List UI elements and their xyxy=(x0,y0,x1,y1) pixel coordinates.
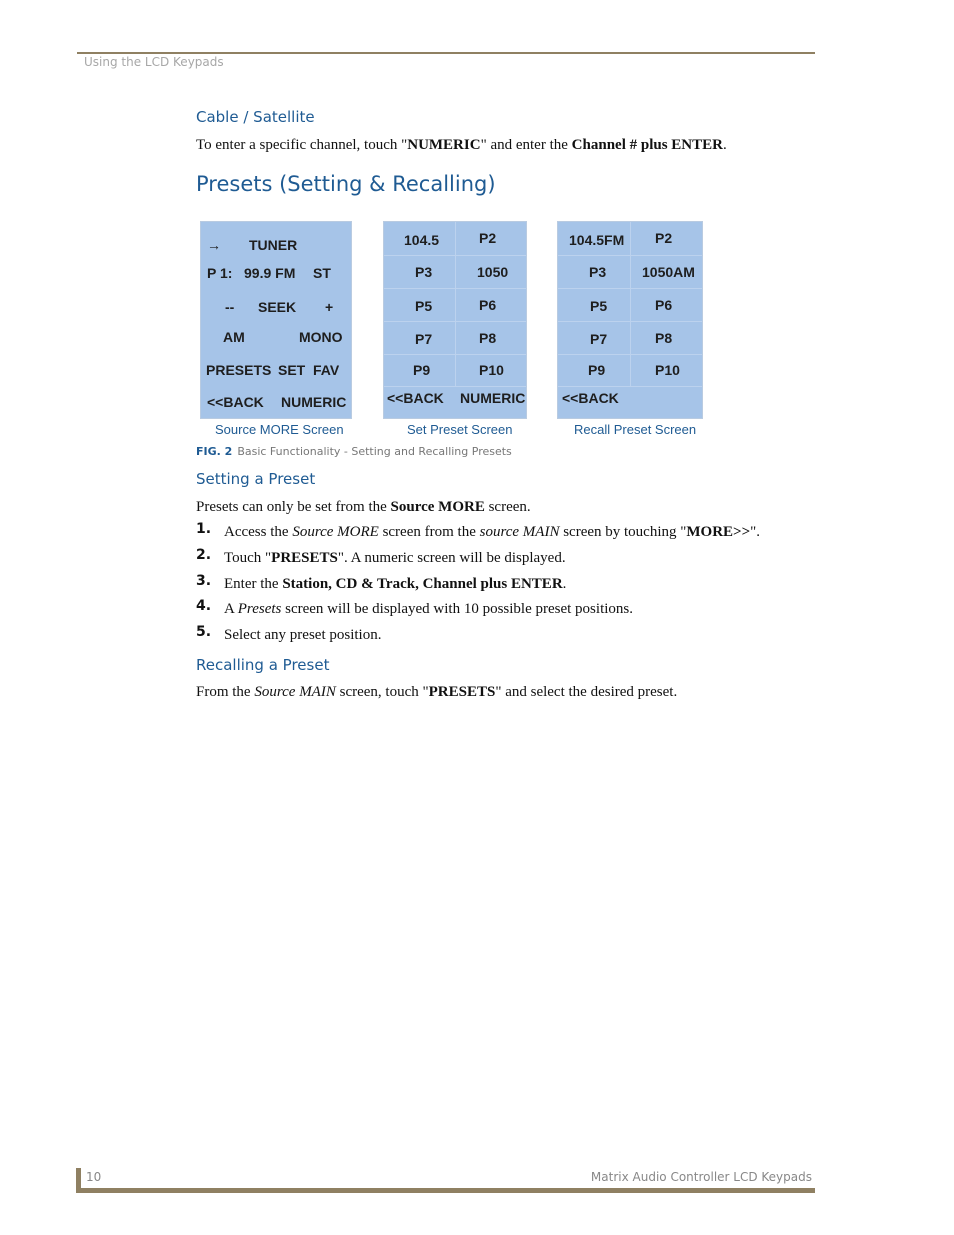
screen-cell: P3 xyxy=(589,264,607,280)
screen-cell: P9 xyxy=(588,362,606,378)
grid-line xyxy=(384,288,526,289)
screen-cell: 1050 xyxy=(477,264,509,280)
source-more-screen xyxy=(200,221,352,419)
screen-cell: P3 xyxy=(415,264,433,280)
screen-cell: -- xyxy=(225,299,235,315)
screen-cell: NUMERIC xyxy=(281,394,347,410)
grid-line xyxy=(384,255,526,256)
screen-cell: MONO xyxy=(299,329,343,345)
screen-cell: P6 xyxy=(655,297,673,313)
set-preset-caption: Set Preset Screen xyxy=(407,422,513,437)
grid-line xyxy=(630,222,631,386)
screen-cell: P5 xyxy=(415,298,433,314)
screen-cell: P5 xyxy=(590,298,608,314)
screen-cell: PRESETS xyxy=(206,362,272,378)
screen-cell: P2 xyxy=(479,230,497,246)
screen-cell: <<BACK xyxy=(562,390,619,406)
screen-cell: P7 xyxy=(415,331,433,347)
screen-cell: P 1: xyxy=(207,265,233,281)
grid-line xyxy=(384,354,526,355)
recalling-preset-text: From the Source MAIN screen, touch "PRESETS" and select the desired preset. xyxy=(196,684,678,700)
grid-line xyxy=(384,321,526,322)
screen-cell: <<BACK xyxy=(207,394,264,410)
screen-cell: <<BACK xyxy=(387,390,444,406)
screen-cell: P2 xyxy=(655,230,673,246)
screen-cell: P8 xyxy=(655,330,673,346)
grid-line xyxy=(558,255,702,256)
screen-cell: 104.5 xyxy=(404,232,440,248)
running-head: Using the LCD Keypads xyxy=(84,55,224,69)
screen-cell: P10 xyxy=(655,362,680,378)
screen-cell: NUMERIC xyxy=(460,390,526,406)
screen-cell: ST xyxy=(313,265,331,281)
presets-heading: Presets (Setting & Recalling) xyxy=(196,172,496,196)
screen-cell: P6 xyxy=(479,297,497,313)
screen-cell: 1050AM xyxy=(642,264,695,280)
screen-cell: TUNER xyxy=(249,237,298,253)
screen-cell: FAV xyxy=(313,362,340,378)
screen-cell: + xyxy=(325,299,334,315)
screen-cell: SET xyxy=(278,362,306,378)
recall-preset-screen xyxy=(557,221,703,419)
screen-cell: SEEK xyxy=(258,299,297,315)
set-preset-screen xyxy=(383,221,527,419)
setting-preset-heading: Setting a Preset xyxy=(196,470,316,488)
cable-satellite-heading: Cable / Satellite xyxy=(196,108,315,126)
cable-satellite-text: To enter a specific channel, touch "NUMERIC" and enter the Channel # plus ENTER. xyxy=(196,137,727,153)
screen-cell: P9 xyxy=(413,362,431,378)
screen-cell: AM xyxy=(223,329,245,345)
recalling-preset-heading: Recalling a Preset xyxy=(196,656,330,674)
grid-line xyxy=(558,354,702,355)
footer-rule xyxy=(76,1188,815,1193)
screen-cell: P10 xyxy=(479,362,504,378)
document-title: Matrix Audio Controller LCD Keypads xyxy=(590,1170,812,1184)
grid-line xyxy=(558,321,702,322)
setting-preset-intro: Presets can only be set from the Source MORE screen. xyxy=(196,499,531,515)
screen-cell: P7 xyxy=(590,331,608,347)
screen-cell: P8 xyxy=(479,330,497,346)
arrow-right-icon: → xyxy=(207,237,221,253)
grid-line xyxy=(558,386,702,387)
grid-line xyxy=(455,222,456,386)
grid-line xyxy=(558,288,702,289)
recall-preset-caption: Recall Preset Screen xyxy=(574,422,697,437)
header-rule xyxy=(77,52,815,54)
screen-cell: 104.5FM xyxy=(569,232,625,248)
figure-caption: FIG. 2 Basic Functionality - Setting and Recalling Presets xyxy=(196,445,512,458)
page-number: 10 xyxy=(86,1170,102,1184)
grid-line xyxy=(384,386,526,387)
screen-cell: 99.9 FM xyxy=(244,265,296,281)
source-more-caption: Source MORE Screen xyxy=(215,422,344,437)
